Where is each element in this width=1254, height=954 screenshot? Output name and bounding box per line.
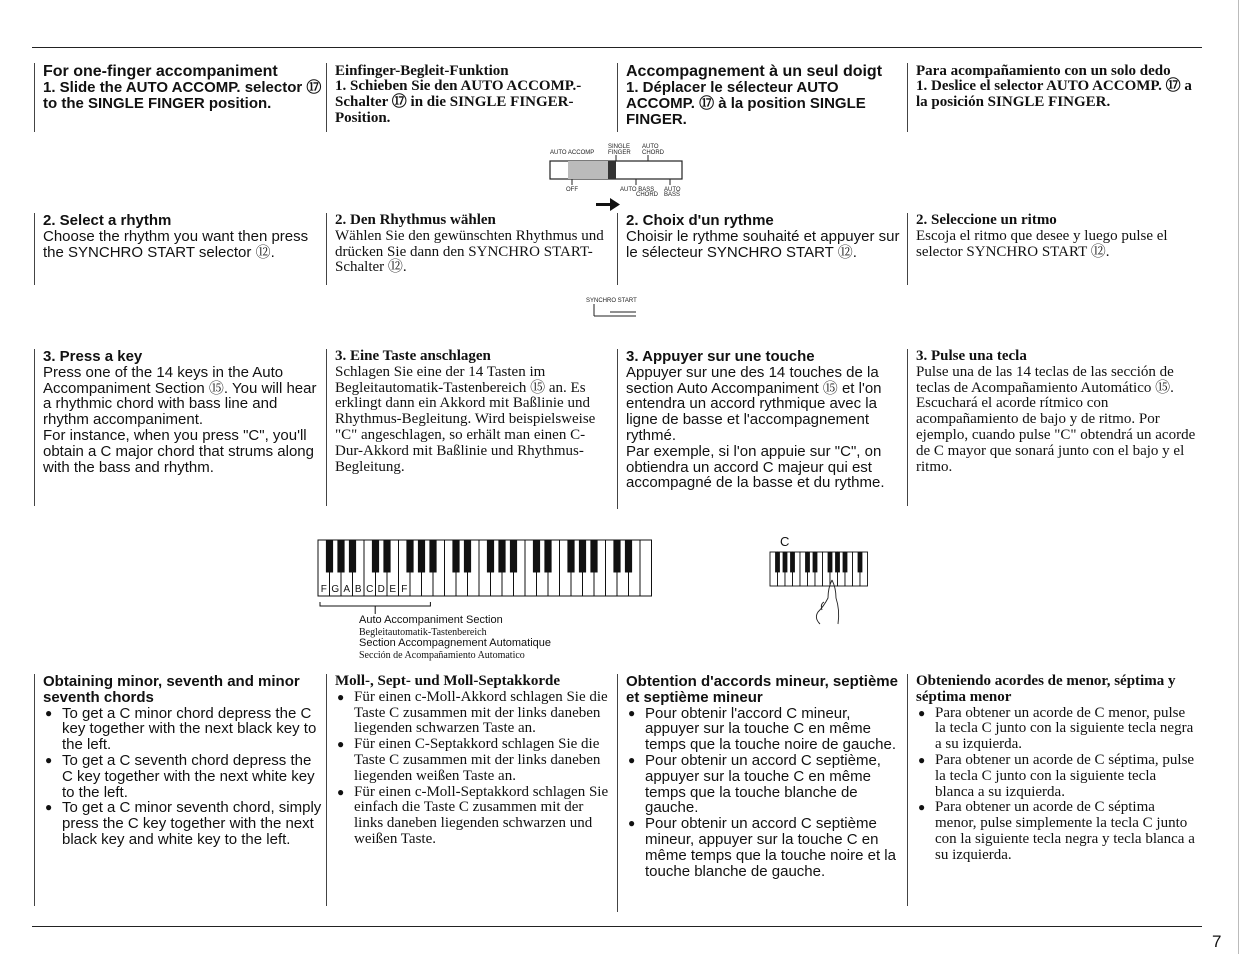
section2-fr-heading: 2. Choix d'un rythme	[626, 212, 774, 229]
section2-de	[326, 213, 612, 285]
section4-en-heading: Obtaining minor, seventh and minor seventh chords	[43, 673, 300, 706]
key-label: B	[354, 584, 362, 595]
section2-en	[34, 213, 324, 285]
selector-label-autobass2: AUTO	[664, 187, 681, 193]
list-item: ● Pour obtenir un accord C septième, appuyer sur la touche C en même temps que la touche blanche de gauche.	[626, 753, 903, 816]
section1-fr-step: 1. Déplacer le sélecteur AUTO ACCOMP. ⑰ à la position SINGLE FINGER.	[626, 79, 866, 128]
black-key	[429, 540, 436, 572]
section3-en	[34, 349, 324, 506]
key-label: F	[401, 584, 408, 595]
arrow-icon	[596, 198, 620, 211]
section2-de-body: Wählen Sie den gewünschten Rhythmus und drücken Sie dann den SYNCHRO START-Schalter ⑫.	[335, 227, 604, 276]
section4-de-heading: Moll-, Sept- und Moll-Septakkorde	[335, 673, 561, 689]
section2-en-body: Choose the rhythm you want then press the SYNCHRO START selector ⑫.	[43, 227, 309, 261]
list-item: ● Für einen C-Septakkord schlagen Sie die Taste C zusammen mit der links daneben liegenden weißen Taste an.	[335, 737, 612, 784]
section4-en-list	[43, 706, 324, 848]
black-key	[805, 552, 810, 572]
selector-label-auto: AUTO	[642, 144, 659, 150]
bottom-rule	[32, 926, 1202, 927]
section2-fr	[617, 213, 903, 285]
black-key	[625, 540, 632, 572]
section3-es-body: Pulse una de las 14 teclas de las sección de teclas de Acompañamiento Automático ⑮. Escuchará el acorde rítmico con acompañamiento de bajo y de ritmo. Por ejemplo, cuando pulse "C" obtendrá un acorde de C mayor que sonará junto con el bajo y el ritmo.	[916, 363, 1196, 475]
section1-en-title: For one-finger accompaniment	[43, 63, 278, 80]
black-key	[372, 540, 379, 572]
list-item: ● Para obtener un acorde de C séptima menor, pulse simplemente la tecla C junto con la siguiente tecla negra y tecla blanca a su izquierda.	[916, 800, 1199, 863]
section4-de-list	[335, 690, 612, 848]
black-key	[835, 552, 840, 572]
black-key	[775, 552, 780, 572]
section3-de-heading: 3. Eine Taste anschlagen	[335, 348, 491, 364]
black-key	[783, 552, 788, 572]
black-key	[567, 540, 574, 572]
caption-en: Auto Accompaniment Section	[359, 614, 503, 626]
black-key	[579, 540, 586, 572]
list-item: ● Für einen c-Moll-Septakkord schlagen Sie einfach die Taste C zusammen mit der links daneben liegenden schwarzen und weißen Taste.	[335, 785, 612, 848]
section3-en-heading: 3. Press a key	[43, 348, 143, 365]
section4-de	[326, 674, 612, 906]
white-key	[640, 540, 652, 596]
mini-keyboard-diagram	[762, 532, 872, 632]
top-rule	[32, 47, 1202, 48]
section2-es-body: Escoja el ritmo que desee y luego pulse el selector SYNCHRO START ⑫.	[916, 227, 1168, 260]
keyboard-diagram	[316, 538, 676, 618]
section3-de-body: Schlagen Sie eine der 14 Tasten im Begleitautomatik-Tastenbereich ⑮ an. Es erklingt dann ein Akkord mit Baßlinie und Rhythmus-Begleitung. Wird beispielsweise "C" angeschlagen, so erhält man einen C-Dur-Akkord mit Baßlinie und Rhythmus-Begleitung.	[335, 363, 596, 475]
list-item: ● To get a C minor chord depress the C key together with the next black key to the left.	[43, 706, 324, 753]
key-label: C	[366, 584, 374, 595]
section4-fr	[617, 674, 903, 912]
section3-en-body: Press one of the 14 keys in the Auto Accompaniment Section ⑮. You will hear a rhythmic chord with bass line and rhythm accompaniment.	[43, 363, 317, 429]
page-edge	[1238, 0, 1239, 954]
synchro-start-label: SYNCHRO START	[586, 298, 637, 304]
black-key	[828, 552, 833, 572]
black-key	[349, 540, 356, 572]
section2-fr-body: Choisir le rythme souhaité et appuyer sur le sélecteur SYNCHRO START ⑫.	[626, 227, 900, 261]
black-key	[487, 540, 494, 572]
section1-es-title: Para acompañamiento con un solo dedo	[916, 63, 1171, 79]
mini-keyboard-label: C	[780, 534, 790, 549]
section2-en-heading: 2. Select a rhythm	[43, 212, 172, 229]
section4-es-list	[916, 706, 1199, 864]
black-key	[813, 552, 818, 572]
list-item: ● Para obtener un acorde de C menor, pulse la tecla C junto con la siguiente tecla negra a su izquierda.	[916, 706, 1199, 753]
section4-en	[34, 674, 324, 906]
section1-es	[907, 63, 1199, 132]
black-key	[383, 540, 390, 572]
list-item: ● To get a C seventh chord depress the C key together with the next white key to the left.	[43, 753, 324, 800]
caption-de: Begleitautomatik-Tastenbereich	[359, 626, 487, 638]
section3-es-heading: 3. Pulse una tecla	[916, 348, 1027, 364]
black-key	[464, 540, 471, 572]
list-item: ● Pour obtenir un accord C septième mineur, appuyer sur la touche C en même temps que la touche noire et la touche blanche de gauche.	[626, 816, 903, 879]
page-number: 7	[1212, 932, 1222, 951]
section3-es	[907, 349, 1199, 506]
section1-fr-title: Accompagnement à un seul doigt	[626, 63, 883, 80]
black-key	[326, 540, 333, 572]
black-key	[510, 540, 517, 572]
caption-fr: Section Accompagnement Automatique	[359, 637, 552, 649]
section2-es-heading: 2. Seleccione un ritmo	[916, 212, 1057, 228]
section4-fr-list	[626, 706, 903, 880]
section4-es-heading: Obteniendo acordes de menor, séptima y séptima menor	[916, 673, 1176, 705]
section3-fr-body2: Par exemple, si l'on appuie sur "C", on obtiendra un accord C majeur qui est accompagné de la basse et du rythme.	[626, 442, 885, 492]
selector-label-off: OFF	[566, 187, 578, 193]
key-label: A	[343, 584, 351, 595]
caption-es: Sección de Acompañamiento Automatico	[359, 649, 525, 661]
list-item: ● To get a C minor seventh chord, simply press the C key together with the next black key and white key to the left.	[43, 800, 324, 847]
section1-de-step: 1. Schieben Sie den AUTO ACCOMP.-Schalter ⑰ in die SINGLE FINGER-Position.	[335, 78, 582, 126]
section1-en	[34, 63, 324, 132]
black-key	[337, 540, 344, 572]
black-key	[613, 540, 620, 572]
section1-es-step: 1. Deslice el selector AUTO ACCOMP. ⑰ a la posición SINGLE FINGER.	[916, 78, 1192, 110]
section3-en-body2: For instance, when you press "C", you'll obtain a C major chord that strums along with the bass and rhythm.	[43, 426, 314, 476]
black-key	[533, 540, 540, 572]
list-item: ● Für einen c-Moll-Akkord schlagen Sie die Taste C zusammen mit der links daneben liegenden schwarzen Taste an.	[335, 690, 612, 737]
section4-fr-heading: Obtention d'accords mineur, septième et septième mineur	[626, 673, 898, 706]
black-key	[406, 540, 413, 572]
section1-en-step: 1. Slide the AUTO ACCOMP. selector ⑰ to the SINGLE FINGER position.	[43, 79, 322, 112]
selector-label-finger: FINGER	[608, 150, 631, 156]
selector-label-chord: CHORD	[642, 150, 664, 156]
black-key	[418, 540, 425, 572]
selector-label-autobass: AUTO BASS	[620, 187, 655, 193]
section-bracket	[320, 602, 430, 614]
keyboard-caption	[359, 615, 551, 661]
section1-de-title: Einfinger-Begleit-Funktion	[335, 63, 509, 79]
key-label: D	[377, 584, 385, 595]
black-key	[544, 540, 551, 572]
black-key	[858, 552, 863, 572]
black-key	[498, 540, 505, 572]
section2-de-heading: 2. Den Rhythmus wählen	[335, 212, 496, 228]
black-key	[590, 540, 597, 572]
section3-fr-heading: 3. Appuyer sur une touche	[626, 348, 815, 365]
selector-label-bass: BASS	[664, 192, 681, 198]
section1-fr	[617, 63, 903, 132]
key-label: E	[389, 584, 397, 595]
black-key	[843, 552, 848, 572]
section3-de	[326, 349, 612, 506]
section2-es	[907, 213, 1199, 285]
black-key	[790, 552, 795, 572]
selector-title: AUTO ACCOMP	[550, 150, 595, 156]
hand-icon	[816, 580, 838, 624]
synchro-start-diagram	[580, 292, 660, 322]
list-item: ● Pour obtenir l'accord C mineur, appuyer sur la touche C en même temps que la touche noire de gauche.	[626, 706, 903, 753]
key-label: F	[320, 584, 327, 595]
section4-es	[907, 674, 1199, 906]
auto-accomp-selector-diagram	[544, 140, 694, 215]
selector-label-single: SINGLE	[608, 144, 631, 150]
key-label: G	[331, 584, 340, 595]
section3-fr-body: Appuyer sur une des 14 touches de la section Auto Accompaniment ⑮ et l'on entendra un accord rythmique avec la ligne de basse et l'accompagnement rythmé.	[626, 363, 882, 444]
section3-fr	[617, 349, 903, 509]
selector-label-chord2: CHORD	[636, 192, 658, 198]
black-key	[452, 540, 459, 572]
list-item: ● Para obtener un acorde de C séptima, pulse la tecla C junto con la siguiente tecla blanca a su izquierda.	[916, 753, 1199, 800]
section1-de	[326, 63, 612, 132]
